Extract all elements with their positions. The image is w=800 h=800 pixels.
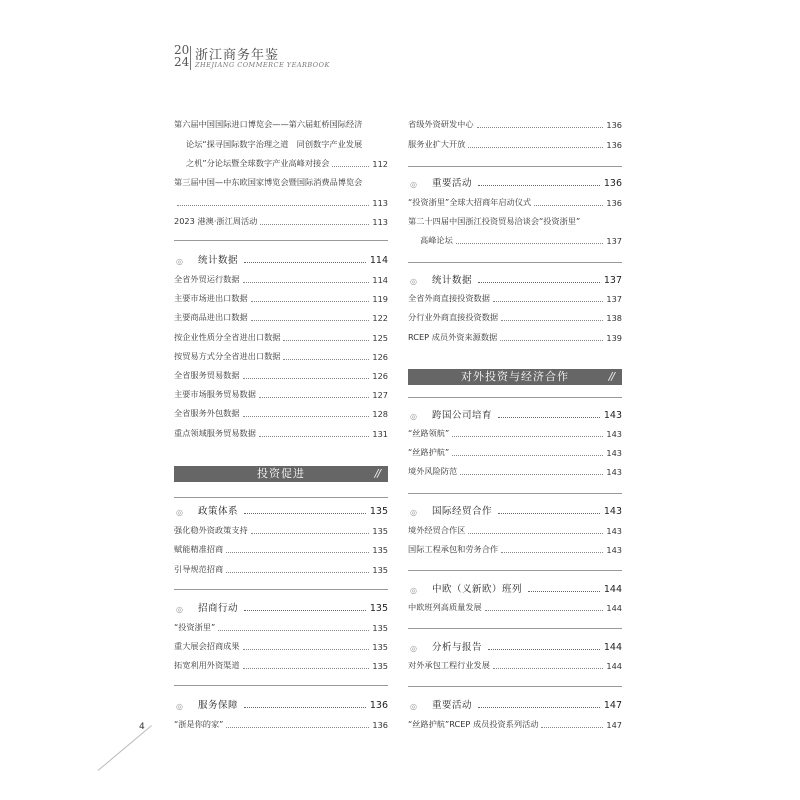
toc-entry: 2023 港澳·浙江周活动 113 (174, 216, 388, 227)
section-heading: ◎ 分析与报告 144 (410, 642, 622, 653)
toc-entry: 全省服务外包数据 128 (174, 408, 388, 419)
circle-bullet-icon: ◎ (410, 586, 417, 595)
book-subtitle: ZHEJIANG COMMERCE YEARBOOK (195, 61, 330, 69)
toc-entry: “丝路领航” 143 (408, 428, 622, 439)
toc-entry: 全省外商直接投资数据 137 (408, 293, 622, 304)
circle-bullet-icon: ◎ (176, 257, 183, 266)
section-rule (174, 589, 388, 590)
section-heading: ◎ 招商行动 135 (176, 603, 388, 614)
toc-entry: 对外承包工程行业发展 144 (408, 660, 622, 671)
toc-entry: 之机”分论坛暨全球数字产业高峰对接会 112 (186, 158, 388, 169)
toc-entry: “浙是你的家” 136 (174, 719, 388, 730)
section-rule (408, 166, 622, 167)
circle-bullet-icon: ◎ (176, 605, 183, 614)
toc-entry: 高峰论坛 137 (420, 235, 622, 246)
toc-entry: 中欧班列高质量发展 144 (408, 602, 622, 613)
section-rule (174, 497, 388, 498)
circle-bullet-icon: ◎ (410, 277, 417, 286)
toc-entry: 境外风险防范 143 (408, 466, 622, 477)
section-heading: ◎ 重要活动 147 (410, 700, 622, 711)
section-heading: ◎ 统计数据 137 (410, 275, 622, 286)
section-heading: ◎ 跨国公司培育 143 (410, 410, 622, 421)
section-heading: ◎ 服务保障 136 (176, 700, 388, 711)
section-rule (174, 240, 388, 241)
circle-bullet-icon: ◎ (410, 180, 417, 189)
book-title: 浙江商务年鉴 (195, 48, 280, 63)
dot-leader (332, 166, 369, 167)
section-rule (408, 493, 622, 494)
section-rule (174, 685, 388, 686)
header-divider (190, 46, 191, 70)
toc-entry: RCEP 成员外资来源数据 139 (408, 332, 622, 343)
toc-entry: 强化稳外资政策支持 135 (174, 525, 388, 536)
toc-entry: “丝路护航”RCEP 成员投资系列活动 147 (408, 719, 622, 730)
toc-entry: 分行业外商直接投资数据 138 (408, 312, 622, 323)
section-rule (408, 686, 622, 687)
toc-entry: 重大展会招商成果 135 (174, 641, 388, 652)
circle-bullet-icon: ◎ (176, 508, 183, 517)
section-heading: ◎ 统计数据 114 (176, 255, 388, 266)
year-mark (174, 44, 188, 68)
toc-entry: 赋能精准招商 135 (174, 544, 388, 555)
year-top: 20 (174, 43, 190, 57)
dot-leader (260, 224, 369, 225)
toc-entry: 服务业扩大开放 136 (408, 139, 622, 150)
toc-entry: “投资浙里” 135 (174, 622, 388, 633)
toc-entry: 按企业性质分全省进出口数据 125 (174, 332, 388, 343)
chapter-banner-outbound: 对外投资与经济合作 // (408, 369, 622, 385)
toc-entry: 第三届中国—中东欧国家博览会暨国际消费品博览会 (174, 177, 363, 187)
toc-entry: “投资浙里”全球大招商年启动仪式 136 (408, 197, 622, 208)
section-heading: ◎ 国际经贸合作 143 (410, 506, 622, 517)
toc-entry: 按贸易方式分全省进出口数据 126 (174, 351, 388, 362)
toc-entry: 第二十四届中国浙江投资贸易洽谈会“投资浙里” (408, 216, 581, 226)
toc-entry: 主要市场进出口数据 119 (174, 293, 388, 304)
page-number: 4 (139, 722, 145, 732)
toc-entry: 引导规范招商 135 (174, 564, 388, 575)
decorative-diagonal-line (98, 725, 152, 771)
toc-entry: 拓宽利用外资渠道 135 (174, 660, 388, 671)
dot-leader (244, 262, 366, 263)
slash-ornament-icon: // (374, 467, 380, 480)
toc-entry: 113 (174, 194, 388, 208)
circle-bullet-icon: ◎ (176, 702, 183, 711)
circle-bullet-icon: ◎ (410, 702, 417, 711)
circle-bullet-icon: ◎ (410, 508, 417, 517)
toc-entry: “丝路护航” 143 (408, 447, 622, 458)
circle-bullet-icon: ◎ (410, 412, 417, 421)
toc-entry: 主要商品进出口数据 122 (174, 312, 388, 323)
toc-entry: 国际工程承包和劳务合作 143 (408, 544, 622, 555)
toc-entry: 重点领域服务贸易数据 131 (174, 428, 388, 439)
toc-entry: 全省外贸运行数据 114 (174, 274, 388, 285)
toc-entry: 主要市场服务贸易数据 127 (174, 389, 388, 400)
dot-leader (177, 205, 369, 206)
chapter-banner-investment: 投资促进 // (174, 466, 388, 482)
toc-entry: 省级外资研发中心 136 (408, 119, 622, 130)
section-heading: ◎ 政策体系 135 (176, 506, 388, 517)
toc-entry: 论坛“探寻国际数字治理之道 同创数字产业发展 (186, 139, 363, 149)
year-bottom: 24 (174, 55, 190, 69)
slash-ornament-icon: // (608, 370, 614, 383)
toc-entry: 全省服务贸易数据 126 (174, 370, 388, 381)
circle-bullet-icon: ◎ (410, 644, 417, 653)
section-rule (408, 397, 622, 398)
toc-entry: 第六届中国国际进口博览会——第六届虹桥国际经济 (174, 119, 363, 129)
section-rule (408, 628, 622, 629)
section-heading: ◎ 重要活动 136 (410, 178, 622, 189)
section-rule (408, 570, 622, 571)
toc-entry: 境外经贸合作区 143 (408, 525, 622, 536)
section-heading: ◎ 中欧（义新欧）班列 144 (410, 584, 622, 595)
section-rule (408, 262, 622, 263)
